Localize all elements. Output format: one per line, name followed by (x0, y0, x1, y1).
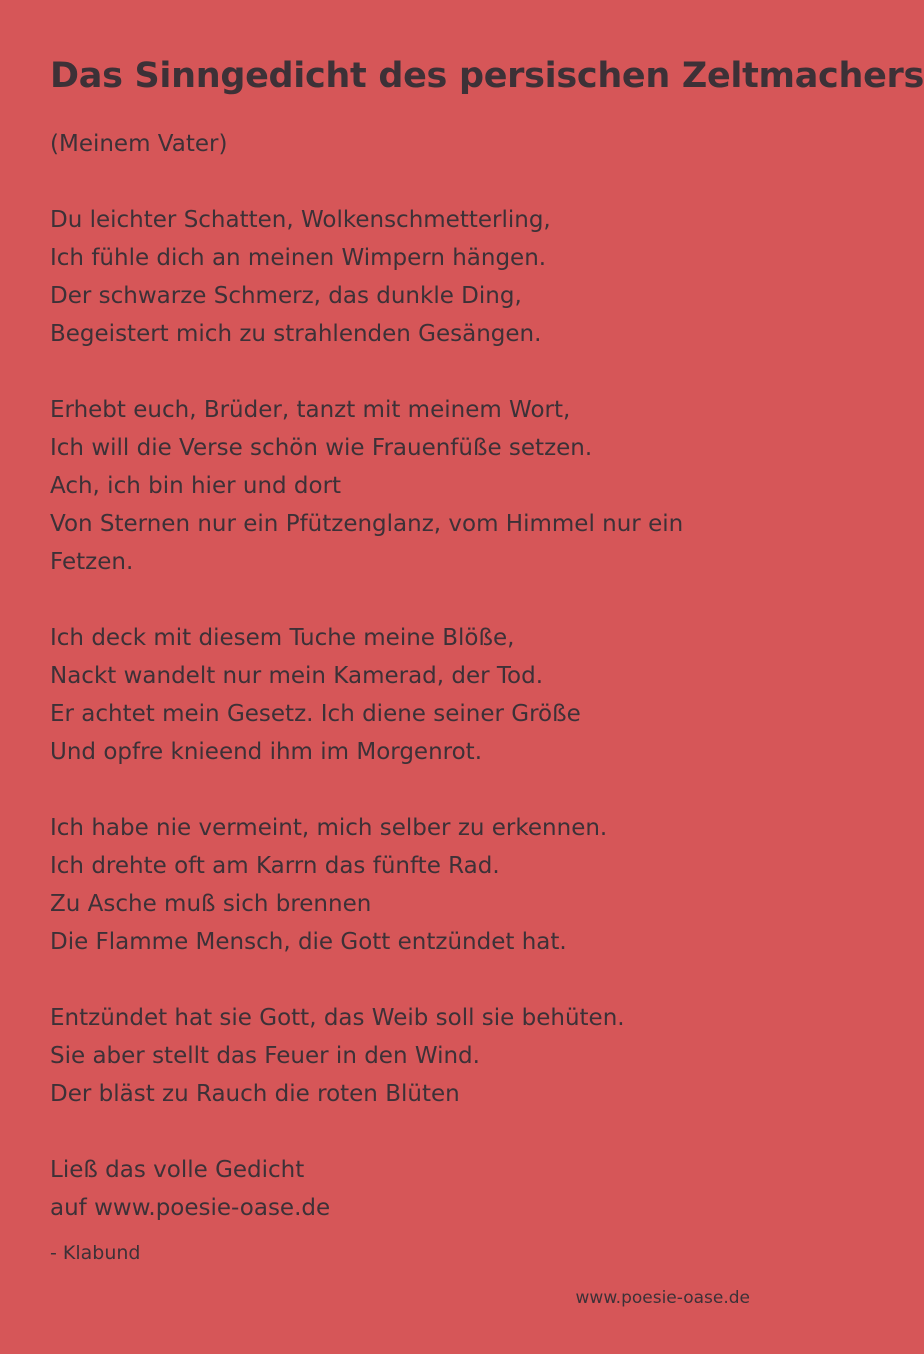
stanza (50, 809, 770, 961)
poem-line: Ach, ich bin hier und dort (50, 473, 342, 499)
poem-line: Nackt wandelt nur mein Kamerad, der Tod. (50, 663, 544, 689)
poem-line: Begeistert mich zu strahlenden Gesängen. (50, 321, 542, 347)
poem-line: Ich will die Verse schön wie Frauenfüße setzen. (50, 435, 593, 461)
poem-line: Ließ das volle Gedicht (50, 1157, 305, 1183)
poem-line: Entzündet hat sie Gott, das Weib soll sie behüten. (50, 1005, 625, 1031)
poem-line: Er achtet mein Gesetz. Ich diene seiner Größe (50, 701, 581, 727)
poem-line: Die Flamme Mensch, die Gott entzündet hat. (50, 929, 567, 955)
poem-line: Zu Asche muß sich brennen (50, 891, 372, 917)
author: - Klabund (50, 1242, 141, 1264)
poem-line: Fetzen. (50, 549, 134, 575)
poem-line: Der bläst zu Rauch die roten Blüten (50, 1081, 460, 1107)
poem-body (50, 201, 770, 1265)
poem-line: Ich drehte oft am Karrn das fünfte Rad. (50, 853, 500, 879)
poem-line: Du leichter Schatten, Wolkenschmetterling, (50, 207, 551, 233)
dedication: (Meinem Vater) (50, 131, 228, 157)
stanza (50, 201, 770, 353)
poem-line: Der schwarze Schmerz, das dunkle Ding, (50, 283, 522, 309)
poem-line: Ich deck mit diesem Tuche meine Blöße, (50, 625, 515, 651)
poem-line: Und opfre knieend ihm im Morgenrot. (50, 739, 483, 765)
stanza (50, 619, 770, 771)
read-more-note (50, 1151, 770, 1227)
stanza (50, 391, 770, 581)
poem-title: Das Sinngedicht des persischen Zeltmachers (50, 56, 924, 96)
poem-line: Ich habe nie vermeint, mich selber zu erkennen. (50, 815, 608, 841)
poem-line: auf www.poesie-oase.de (50, 1195, 331, 1221)
stanza (50, 999, 770, 1113)
poem-line: Von Sternen nur ein Pfützenglanz, vom Himmel nur ein (50, 511, 684, 537)
poem-line: Ich fühle dich an meinen Wimpern hängen. (50, 245, 547, 271)
poem-line: Sie aber stellt das Feuer in den Wind. (50, 1043, 480, 1069)
footer-url: www.poesie-oase.de (575, 1288, 750, 1308)
poem-line: Erhebt euch, Brüder, tanzt mit meinem Wort, (50, 397, 571, 423)
